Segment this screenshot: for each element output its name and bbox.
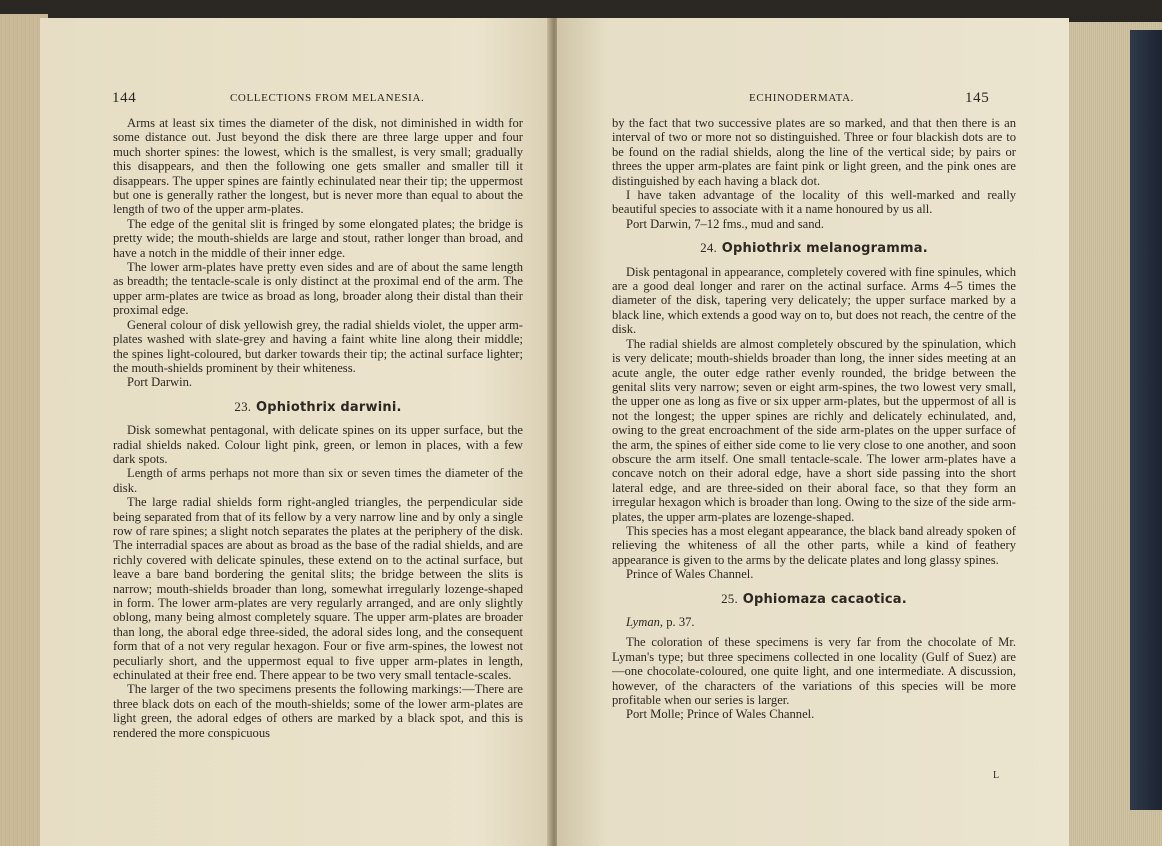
right-page: [557, 18, 1069, 846]
right-page-body: [612, 116, 1016, 722]
species-heading-23: [113, 400, 523, 415]
species-name: Ophiothrix melanogramma.: [721, 241, 928, 257]
paragraph: General colour of disk yellowish grey, the radial shields violet, the upper arm-plates washed with slate-grey and having a faint white line along their middle; the spines light-coloured, but darker towards their tip; the actinal surface lighter; the mouth-shields prominent by their whiteness.: [113, 317, 523, 375]
paragraph: This species has a most elegant appearance, the black band already spoken of relieving the whiteness of all the other parts, while a kind of feathery appearance is given to the arms by the delicate plates and long glassy spines.: [612, 523, 1016, 567]
species-name: Ophiothrix darwini.: [255, 399, 402, 415]
locality: Port Darwin, 7–12 fms., mud and sand.: [626, 216, 824, 231]
paragraph: I have taken advantage of the locality of this well-marked and really beautiful species to associate with it a name honoured by us all.: [612, 188, 1016, 217]
signature-mark: L: [993, 770, 1000, 781]
reference-line: [612, 615, 1016, 629]
left-running-head: COLLECTIONS FROM MELANESIA.: [230, 92, 425, 104]
paragraph: Arms at least six times the diameter of the disk, not diminished in width for some distance out. Just beyond the disk there are three large upper and four much shorter spines: the lowest, which is the smallest, is very small; gradually this disappears, and then the following one gets smaller and smaller till it disappears. The upper spines are faintly echinulated near their tip; the uppermost but one is generally rather the longest, but is never more than equal to about the length of two of the upper arm-plates.: [113, 116, 523, 217]
species-number: 24.: [700, 240, 717, 256]
paragraph: The radial shields are almost completely obscured by the spinulation, which is very delicate; mouth-shields broader than long, the inner sides meeting at an acute angle, the outer edge rather evenly rounded, the bridge between the genital slits very narrow; seven or eight arm-spines, the two lowest very small, the upper one as long as five or six upper arm-plates, but the uppermost of all is not the longest; the upper spines are richly and delicately echinulated, and, owing to the great encroachment of the side arm-plates on the upper surface of the arm, the spines of either side come to lie very close to one another, and soon obscure the arm itself. One small tentacle-scale. The lower arm-plates have a concave notch on their adoral edge, have a short side passing into the short lateral edge, and are three-sided on their aboral face, so that they form an irregular hexagon which is broader than long. Owing to the size of the side arm-plates, the upper arm-plates are lozenge-shaped.: [612, 336, 1016, 524]
paragraph: The coloration of these specimens is very far from the chocolate of Mr. Lyman's type; but three specimens collected in one locality (Gulf of Suez) are—one chocolate-coloured, one quite light, and one intermediate. A discussion, however, of the characters of the variations of this species will be more profitable when our series is larger.: [612, 635, 1016, 708]
paragraph: by the fact that two successive plates are so marked, and that then there is an interval of two or more not so distinguished. Three or four blackish dots are to be found on the radial shields, along the line of the vertical side; by pairs or threes the upper arm-plates are faint pink or light green, and the pink ones are distinguished by each having a black dot.: [612, 116, 1016, 188]
paragraph: Disk somewhat pentagonal, with delicate spines on its upper surface, but the radial shields naked. Colour light pink, green, or lemon in places, with a few dark spots.: [113, 423, 523, 466]
locality: Port Molle; Prince of Wales Channel.: [626, 707, 815, 722]
species-heading-24: [612, 241, 1016, 256]
reference-page: , p. 37.: [659, 615, 695, 629]
paragraph: The larger of the two specimens presents the following markings:—There are three black dots on each of the mouth-shields; some of the lower arm-plates are light green, the adoral edges of others are marked by a black spot, and this is rendered the more conspicuous: [113, 682, 523, 740]
paragraph: The edge of the genital slit is fringed by some elongated plates; the bridge is pretty wide; the mouth-shields are large and stout, rather longer than broad, and have a notch in the middle of their inner edge.: [113, 216, 523, 260]
paragraph: Length of arms perhaps not more than six or seven times the diameter of the disk.: [113, 466, 523, 495]
species-name: Ophiomaza cacaotica.: [742, 591, 907, 607]
book-cover-edge: [1130, 30, 1162, 810]
paragraph: The large radial shields form right-angled triangles, the perpendicular side being separated from that of its fellow by a very narrow line and by only a single row of rare spines; a slight notch separates the plates at the periphery of the disk. The interradial spaces are about as broad as the base of the radial shields, and are richly covered with delicate spinules, these extend on to the actinal surface, but leave a bare band bordering the genital slits; the bridge between the slits is narrow; mouth-shields broader than long, somewhat irregularly lozenge-shaped in form. The lower arm-plates are very regularly arranged, and are only slightly oblong, many being almost completely square. The upper arm-plates are broader than long, the aboral edge three-sided, the adoral sides long, and the consequent form that of a not very regular hexagon. Four or five arm-spines, the lowest not peculiarly short, and the uppermost equal to five upper arm-plates in length, echinulated at their free end. There appear to be two very small tentacle-scales.: [113, 495, 523, 683]
left-page: [40, 18, 555, 846]
locality: Port Darwin.: [127, 375, 193, 390]
species-number: 23.: [234, 398, 252, 414]
locality: Prince of Wales Channel.: [626, 567, 754, 582]
paragraph: Disk pentagonal in appearance, completely covered with fine spinules, which are a good deal longer and rarer on the actinal surface. Arms 4–5 times the diameter of the disk, tapering very delicately; the upper surface marked by a black line, which extends a good way on to, but does not reach, the centre of the disk.: [612, 264, 1016, 337]
species-number: 25.: [721, 590, 738, 606]
paragraph: The lower arm-plates have pretty even sides and are of about the same length as breadth; the tentacle-scale is only distinct at the proximal end of the arm. The upper arm-plates are twice as broad as long, broader along their distal than their proximal edge.: [113, 260, 523, 318]
right-page-number: 145: [965, 90, 990, 106]
left-page-number: 144: [112, 90, 137, 106]
left-page-body: [113, 116, 523, 740]
species-heading-25: [612, 592, 1016, 607]
right-running-head: ECHINODERMATA.: [749, 92, 854, 104]
reference-author: Lyman: [626, 615, 660, 629]
